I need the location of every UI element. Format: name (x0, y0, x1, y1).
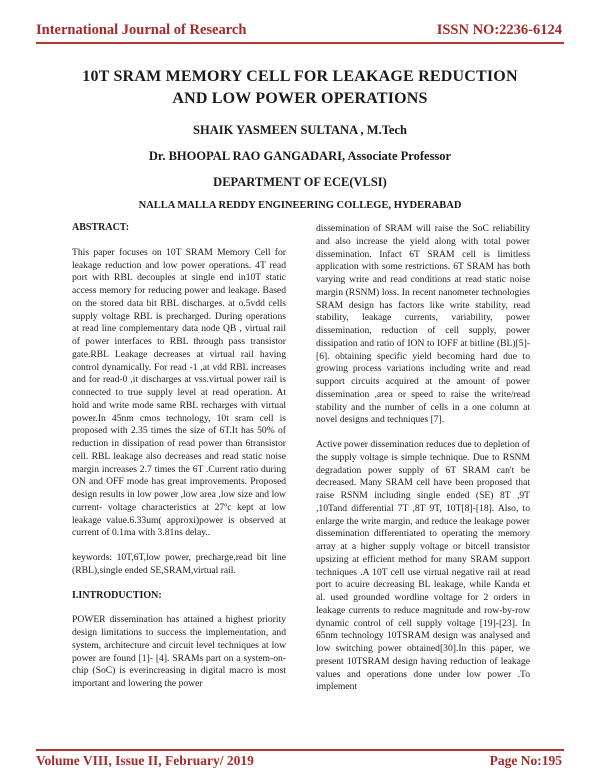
college: NALLA MALLA REDDY ENGINEERING COLLEGE, HYDERABAD (138, 200, 462, 211)
title-line-1: 10T SRAM MEMORY CELL FOR LEAKAGE REDUCTION (82, 68, 518, 85)
journal-name: International Journal of Research (36, 22, 247, 38)
introduction-heading: I.INTRODUCTION: (72, 589, 162, 601)
paper-title (60, 66, 540, 110)
volume-info: Volume VIII, Issue II, February/ 2019 (36, 753, 254, 768)
introduction-text: POWER dissemination has attained a highest priority design limitations to success the implementation, and system, architecture and circuit level techniques at low power are found [1]- [4]. SRAMs part on a system-on-chip (SoC) is everincreasing in digital macro is most important and lowering the power (72, 614, 286, 689)
abstract-text: This paper focuses on 10T SRAM Memory Cell for leakage reduction and low power operations. 4T read port with RBL decouples at single end in10T static access memory for reducing power and leakage. Based on the stored data bit RBL discharges. at o.5vdd cells supply voltage RBL is precharged. During operations at read line complementary data node QB , virtual rail of power interfaces to RBL through pass transistor gate.RBL Leakage decreases at virtual rail having control dynamically. For read -1 ,at vdd RBL increases and for read-0 ,it discharges at vss.virtual power rail is connected to true supply level at read operation. At hold and write mode same RBL recharges with virtual power.In 45nm cmos technology, 10t sram cell is proposed with 2.35 times the size of 6T.It has 50% of reduction in dissipation of read power than 6transistor cell. RBL leakage also decreases and read static noise margin increases 2.7 times the 6T .Current ratio during ON and OFF mode has great improvements. Proposed design results in low power ,low area ,low size and low current- voltage characteristics at 27ºc kept at low leakage value.6.33um( approxi)power is observed at current of 0.1ma with 3.81ns delay.. (72, 246, 286, 539)
header-divider (36, 42, 564, 44)
department: DEPARTMENT OF ECE(VLSI) (213, 175, 387, 189)
right-column (316, 223, 530, 706)
body-paragraph-2: Active power dissemination reduces due to depletion of the supply voltage is simple technique. Due to RSNM degradation power supply of 6T SRAM can't be decreased. Many SRAM cell have been proposed that raise RSNM including single ended (SE) 8T ,9T ,10Tand differential 7T ,8T 9T, 10T[8]-[18]. Also, to enlarge the write margin, and reduce the leakage power dissemination differentiated to operating the memory array at a higher supply voltage or bitcell transistor upsizing at efficient method for many SRAM support techniques .A 10T cell use virtual negative rail at read port to acuire decreasing BL leakage, while Kanda et al. used grounded wordline voltage for 2 orders in leakage currents to reduce magnitude and row-by-row dynamic control of cell supply voltage [19]-[23]. In 65nm technology 10TSRAM design was analysed and low switching power obtained[30].In this paper, we present 10TSRAM design having reduction of leakage values and operations done under low power .To implement (316, 439, 530, 693)
footer-divider (36, 749, 564, 751)
body-paragraph-1: dissemination of SRAM will raise the SoC reliability and also increase the yield along with total power dissemination. Infact 6T SRAM cell is limitless application with some restrictions. 6T SRAM has both varying write and read conditions at read static noise margin (RSNM) loss. In recent nanometer technologies SRAM design has factors like write stability, read stability, leakage currents, variability, power dissemination, reduction of cell supply, power dissipation and ratio of ION to IOFF at bitline (BL)[5]-[6]. obtaining specific yield becoming hard due to growing process variations including write and read support circuits acquired at the amount of power dissemination ,area or speed to raise the write/read stability and the number of cells in a one column at novel designs and techniques [7]. (316, 223, 530, 426)
co-author-name: Dr. BHOOPAL RAO GANGADARI, Associate Professor (148, 149, 452, 163)
abstract-heading: ABSTRACT: (72, 222, 130, 233)
issn-number: ISSN NO:2236-6124 (436, 22, 562, 38)
keywords: keywords: 10T,6T,low power, precharge,read bit line (RBL),single ended SE,SRAM,virtual rail. (72, 552, 286, 576)
left-column (72, 222, 286, 703)
title-line-2: AND LOW POWER OPERATIONS (172, 90, 428, 107)
page-number: Page No:195 (489, 753, 562, 768)
author-name: SHAIK YASMEEN SULTANA , M.Tech (193, 123, 407, 137)
